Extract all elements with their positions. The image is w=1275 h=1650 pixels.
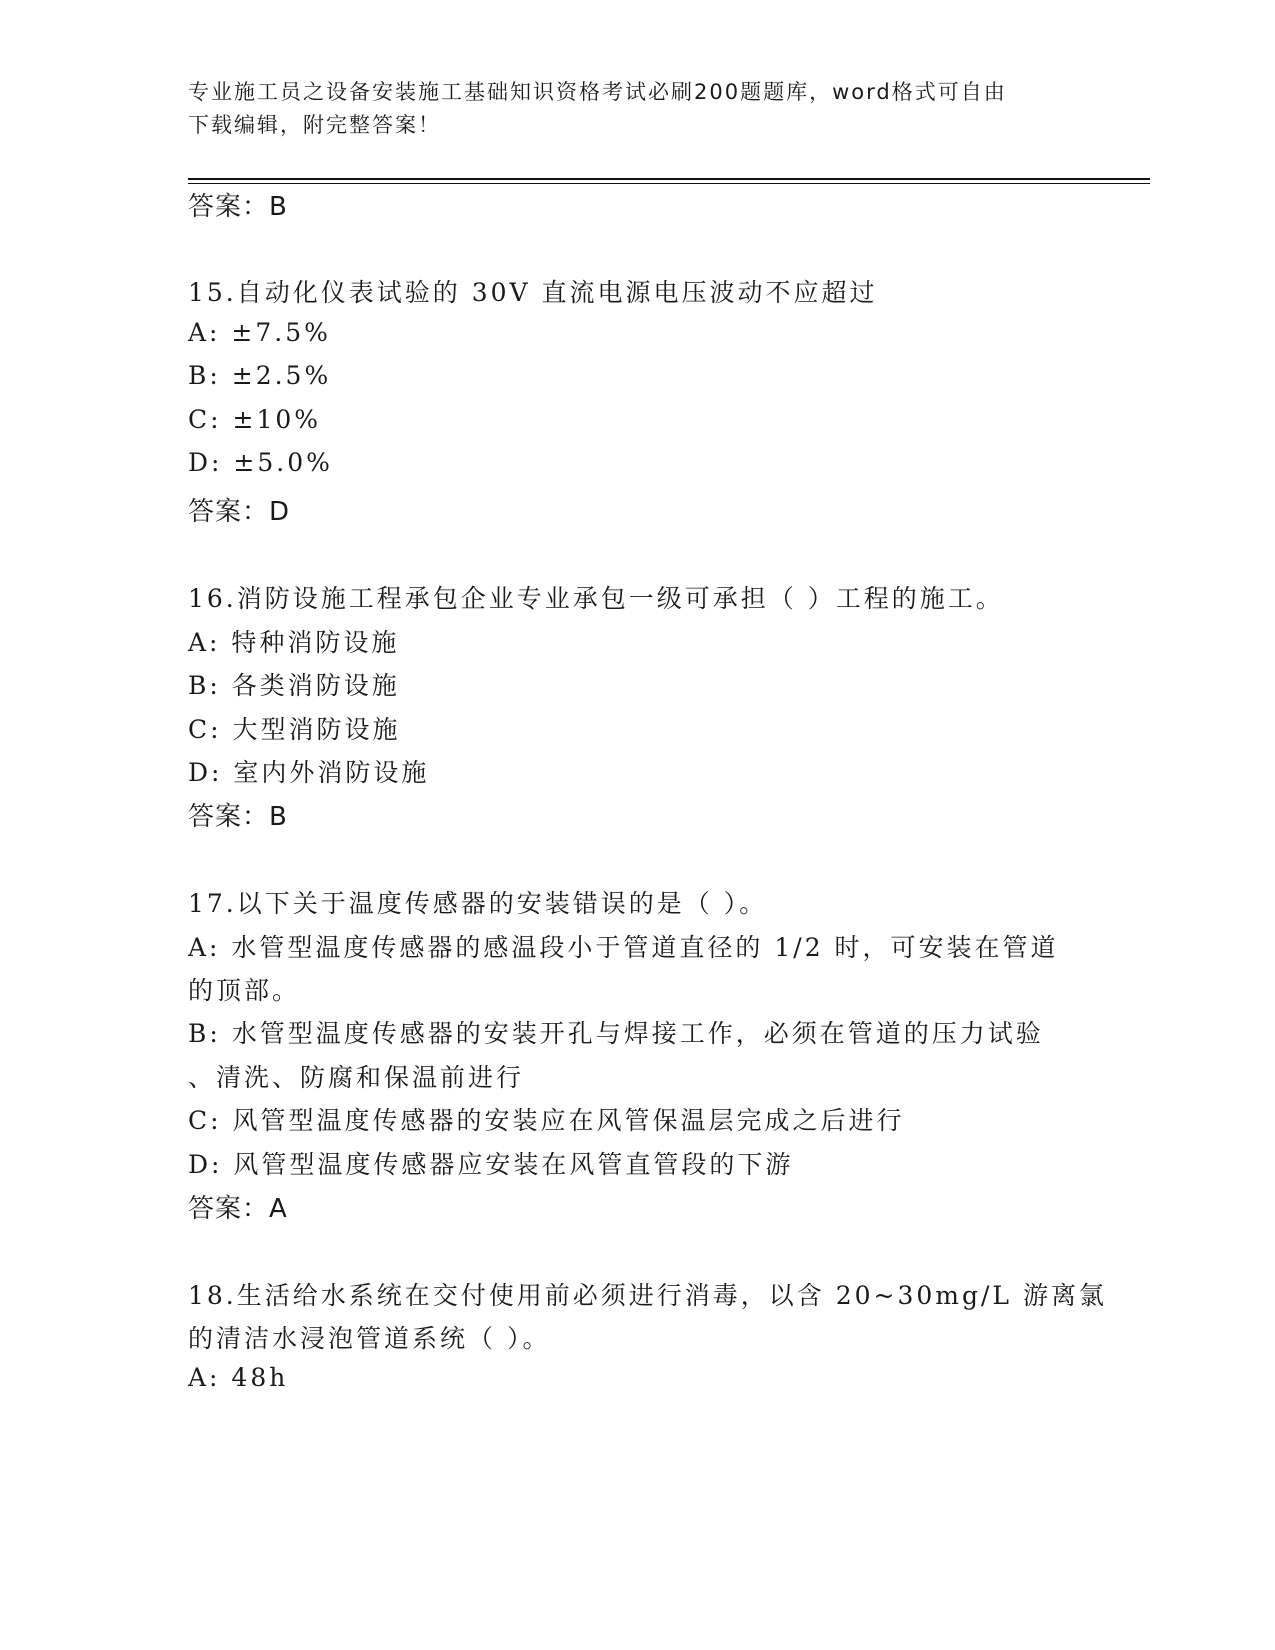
question-16-option-c: C: 大型消防设施 <box>188 715 401 744</box>
header-line-1: 专业施工员之设备安装施工基础知识资格考试必刷200题题库，word格式可自由 <box>188 80 1007 104</box>
question-17-option-c: C: 风管型温度传感器的安装应在风管保温层完成之后进行 <box>188 1106 905 1135</box>
question-16-stem: 16.消防设施工程承包企业专业承包一级可承担（ ）工程的施工。 <box>188 584 1004 613</box>
question-16-option-d: D: 室内外消防设施 <box>188 758 430 787</box>
question-17-answer: 答案：A <box>188 1194 288 1224</box>
answer-14: 答案：B <box>188 192 288 222</box>
question-18-stem-cont: 的清洁水浸泡管道系统（ ）。 <box>188 1324 551 1353</box>
question-15-answer: 答案：D <box>188 497 291 527</box>
question-16-option-a: A: 特种消防设施 <box>188 628 400 657</box>
question-17-option-d: D: 风管型温度传感器应安装在风管直管段的下游 <box>188 1150 794 1179</box>
question-15-stem: 15.自动化仪表试验的 30V 直流电源电压波动不应超过 <box>188 278 878 307</box>
question-15-option-d: D: ±5.0% <box>188 448 333 477</box>
question-16-answer: 答案：B <box>188 802 288 832</box>
question-17-stem: 17.以下关于温度传感器的安装错误的是（ ）。 <box>188 889 768 918</box>
question-17-option-b-cont: 、清洗、防腐和保温前进行 <box>188 1063 525 1092</box>
header-divider-thick <box>188 178 1150 180</box>
question-17-option-b: B: 水管型温度传感器的安装开孔与焊接工作，必须在管道的压力试验 <box>188 1019 1044 1048</box>
question-16-option-b: B: 各类消防设施 <box>188 671 400 700</box>
page-header <box>188 76 1068 142</box>
question-15-option-c: C: ±10% <box>188 405 322 434</box>
question-18-option-a: A: 48h <box>188 1363 289 1392</box>
question-18-stem: 18.生活给水系统在交付使用前必须进行消毒，以含 20~30mg/L 游离氯 <box>188 1281 1107 1310</box>
header-line-2: 下载编辑，附完整答案！ <box>188 113 441 137</box>
question-17-option-a-cont: 的顶部。 <box>188 976 301 1005</box>
question-15-option-a: A: ±7.5% <box>188 318 331 347</box>
header-divider-thin <box>188 183 1150 184</box>
question-15-option-b: B: ±2.5% <box>188 361 332 390</box>
question-17-option-a: A: 水管型温度传感器的感温段小于管道直径的 1/2 时，可安装在管道 <box>188 933 1059 962</box>
